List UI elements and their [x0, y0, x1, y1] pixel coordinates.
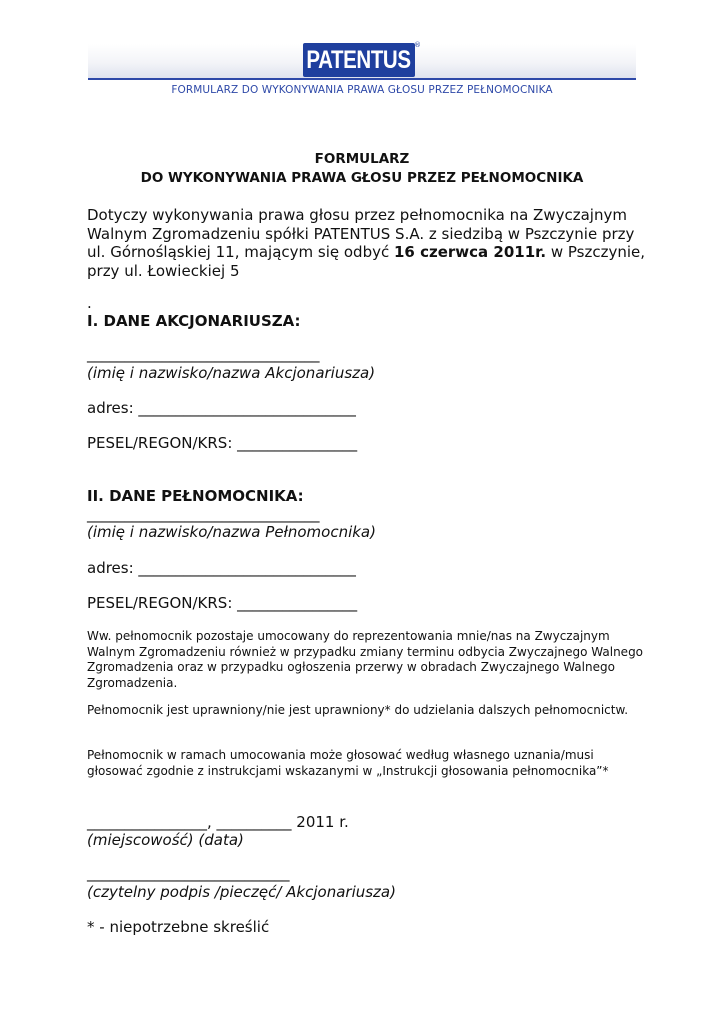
header-rule [88, 78, 636, 80]
proxy-pesel-field: PESEL/REGON/KRS: ________________ [87, 594, 358, 612]
header-subtitle: FORMULARZ DO WYKONYWANIA PRAWA GŁOSU PRZEZ PEŁNOMOCNIKA [171, 84, 553, 96]
document-title-line1: FORMULARZ [314, 151, 410, 167]
patentus-logo [303, 43, 415, 77]
registered-mark: ® [414, 41, 421, 49]
place-date-line: ________________, __________ 2011 r. [87, 813, 349, 831]
footnote: * - niepotrzebne skreślić [87, 918, 270, 936]
proxy-name-line: _______________________________ [87, 505, 320, 523]
proxy-address-field: adres: _____________________________ [87, 559, 356, 577]
section-shareholder-heading: I. DANE AKCJONARIUSZA: [87, 312, 301, 330]
proxy-substitution-paragraph: Pełnomocnik jest uprawniony/nie jest uprawniony* do udzielania dalszych pełnomocnictw. [87, 703, 629, 717]
section-proxy-heading: II. DANE PEŁNOMOCNIKA: [87, 487, 304, 505]
intro-paragraph [87, 206, 647, 280]
document-title-line2: DO WYKONYWANIA PRAWA GŁOSU PRZEZ PEŁNOMOCNIKA [140, 170, 584, 186]
proxy-scope-paragraph: Ww. pełnomocnik pozostaje umocowany do reprezentowania mnie/nas na Zwyczajnym Walnym Zgromadzeniu również w przypadku zmiany terminu odbycia Zwyczajnego Walnego Zgromadzenia oraz w przypadku ogłoszenia przerwy w obradach Zwyczajnego Walnego Zgromadzenia. [87, 629, 644, 690]
shareholder-pesel-field: PESEL/REGON/KRS: ________________ [87, 434, 358, 452]
signature-caption: (czytelny podpis /pieczęć/ Akcjonariusza) [87, 883, 396, 901]
proxy-name-caption: (imię i nazwisko/nazwa Pełnomocnika) [87, 523, 376, 541]
logo-text: PATENTUS [306, 45, 412, 74]
proxy-voting-paragraph: Pełnomocnik w ramach umocowania może głosować według własnego uznania/musi głosować zgodnie z instrukcjami wskazanymi w „Instrukcji głosowania pełnomocnika”* [87, 748, 609, 778]
stray-dot: . [87, 294, 92, 312]
shareholder-address-field: adres: _____________________________ [87, 399, 356, 417]
intro-text-part2: w Pszczynie, przy ul. Łowieckiej 5 [87, 243, 646, 280]
signature-line: ___________________________ [87, 864, 290, 882]
intro-text-part1: Dotyczy wykonywania prawa głosu przez pełnomocnika na Zwyczajnym Walnym Zgromadzeniu spółki PATENTUS S.A. z siedzibą w Pszczynie przy ul. Górnośląskiej 11, mającym się odbyć [87, 206, 635, 261]
shareholder-name-line: _______________________________ [87, 345, 320, 363]
meeting-date: 16 czerwca 2011r. [394, 243, 547, 261]
shareholder-name-caption: (imię i nazwisko/nazwa Akcjonariusza) [87, 364, 376, 382]
place-date-caption: (miejscowość) (data) [87, 831, 244, 849]
